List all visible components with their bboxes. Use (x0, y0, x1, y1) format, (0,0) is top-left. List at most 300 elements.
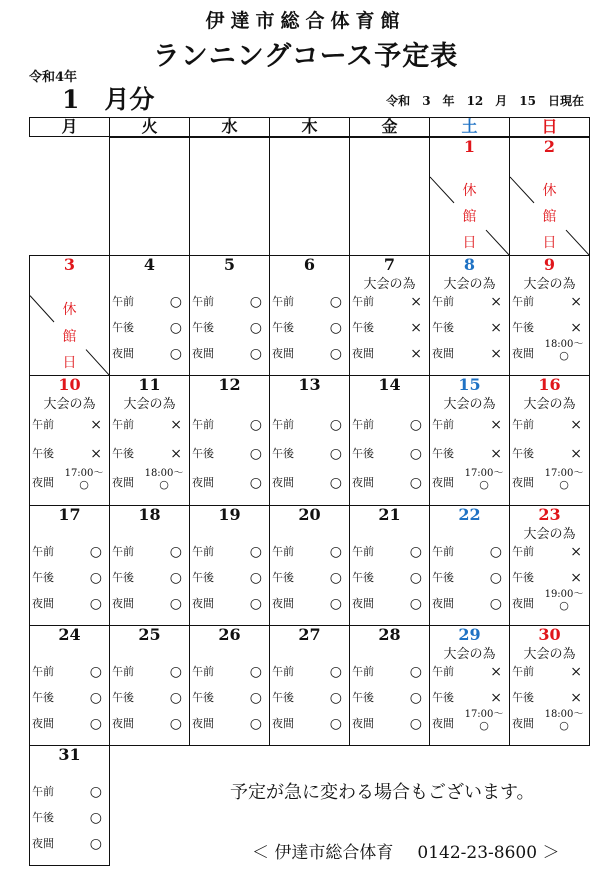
available-mark: ○ (169, 663, 182, 680)
closed-day-label: 日 (462, 235, 477, 252)
slot-label: 午前 (32, 544, 54, 558)
slot-label: 夜間 (352, 475, 374, 489)
available-mark: ○ (329, 474, 342, 491)
slot-label: 夜間 (352, 597, 374, 611)
day-number: 22 (458, 505, 481, 524)
unavailable-mark: × (490, 446, 502, 462)
day-number: 6 (303, 255, 316, 274)
available-mark: ○ (79, 477, 89, 491)
available-from-time: 18:00～ ○ (542, 709, 586, 731)
closed-day-label: 休 (62, 302, 77, 319)
unavailable-mark: × (410, 320, 422, 336)
slot-label: 午前 (112, 294, 134, 308)
slot-label: 夜間 (352, 717, 374, 731)
slot-label: 夜間 (512, 717, 534, 731)
day-number: 31 (58, 745, 81, 764)
slot-label: 午前 (512, 664, 534, 678)
available-mark: ○ (89, 836, 102, 853)
slot-label: 午後 (352, 691, 374, 704)
closed-day-label: 館 (542, 209, 557, 226)
available-mark: ○ (249, 417, 262, 434)
day-number: 23 (538, 505, 561, 524)
unavailable-mark: × (410, 346, 422, 363)
slot-label: 午前 (192, 544, 214, 558)
slot-label: 午後 (272, 321, 294, 334)
day-number: 7 (383, 255, 396, 274)
time-slot-pm (432, 319, 506, 337)
available-mark: ○ (409, 543, 422, 560)
slot-label: 午後 (512, 321, 534, 334)
available-mark: ○ (409, 474, 422, 491)
slot-label: 午後 (32, 811, 54, 824)
weekday-header: 金 (349, 117, 430, 137)
slot-label: 夜間 (512, 597, 534, 611)
available-mark: ○ (329, 690, 342, 706)
available-mark: ○ (409, 596, 422, 613)
available-mark: ○ (169, 596, 182, 613)
slot-label: 午前 (192, 418, 214, 432)
time-slot-pm (512, 569, 586, 587)
available-mark: ○ (89, 663, 102, 680)
slot-label: 午前 (272, 294, 294, 308)
time-slot-pm (512, 445, 586, 463)
available-mark: ○ (249, 570, 262, 586)
slot-label: 午前 (272, 418, 294, 432)
day-cell (429, 375, 510, 506)
day-cell (269, 255, 350, 376)
time-slot-am (272, 663, 346, 681)
time-slot-am (352, 293, 426, 311)
available-mark: ○ (409, 716, 422, 733)
time-slot-am (112, 663, 186, 681)
time-slot-am (352, 416, 426, 434)
time-slot-am (432, 416, 506, 434)
time-slot-pm (512, 689, 586, 707)
unavailable-mark: × (570, 570, 582, 586)
time-slot-am (32, 416, 106, 434)
weekday-header: 月 (29, 117, 110, 137)
unavailable-mark: × (490, 690, 502, 706)
day-cell (29, 505, 110, 626)
available-mark: ○ (169, 543, 182, 560)
unavailable-mark: × (490, 663, 502, 680)
time-slot-night (352, 474, 426, 492)
day-cell (109, 255, 190, 376)
slot-label: 午後 (112, 691, 134, 704)
time-slot-pm (192, 319, 266, 337)
time-slot-night (272, 345, 346, 363)
slot-label: 午前 (192, 664, 214, 678)
day-cell (509, 375, 590, 506)
unavailable-mark: × (170, 417, 182, 434)
available-mark: ○ (329, 346, 342, 363)
day-cell (29, 375, 110, 506)
day-cell (429, 255, 510, 376)
day-cell (29, 745, 110, 866)
weekday-header: 水 (189, 117, 270, 137)
time-slot-am (112, 416, 186, 434)
slot-label: 午後 (432, 571, 454, 584)
time-slot-pm (352, 689, 426, 707)
time-slot-am (32, 663, 106, 681)
slot-label: 午前 (432, 294, 454, 308)
time-slot-am (432, 663, 506, 681)
organization-name: 伊達市総合体育館 (205, 10, 406, 32)
time-slot-night (192, 715, 266, 733)
time-slot-pm (112, 569, 186, 587)
schedule-change-notice: 予定が急に変わる場合もございます。 (230, 782, 535, 803)
empty-day-cell (349, 137, 430, 256)
era-year: 令和4年 (29, 70, 78, 85)
time-slot-pm (192, 689, 266, 707)
time-slot-pm (192, 445, 266, 463)
available-mark: ○ (329, 716, 342, 733)
time-slot-pm (112, 445, 186, 463)
slot-label: 午前 (272, 544, 294, 558)
slot-label: 午後 (352, 571, 374, 584)
available-mark: ○ (409, 690, 422, 706)
available-mark: ○ (329, 293, 342, 310)
time-slot-am (432, 543, 506, 561)
as-of-date: 令和 3 年 12 月 15 日現在 (386, 94, 584, 108)
slot-label: 午後 (112, 571, 134, 584)
day-number: 16 (538, 375, 561, 394)
time-slot-night (512, 589, 586, 613)
time-slot-night (512, 339, 586, 363)
available-mark: ○ (409, 663, 422, 680)
slot-label: 午前 (432, 664, 454, 678)
available-mark: ○ (89, 570, 102, 586)
slot-label: 夜間 (432, 597, 454, 611)
slot-label: 午前 (352, 294, 374, 308)
slot-label: 午前 (32, 784, 54, 798)
closure-reason-note: 大会の為 (123, 397, 176, 412)
time-slot-night (432, 595, 506, 613)
slot-label: 午後 (32, 447, 54, 460)
weekday-header: 土 (429, 117, 510, 137)
slot-label: 午前 (32, 664, 54, 678)
available-mark: ○ (89, 690, 102, 706)
slot-label: 午後 (272, 447, 294, 460)
day-cell (509, 137, 590, 256)
time-slot-am (272, 416, 346, 434)
slot-label: 夜間 (112, 475, 134, 489)
day-cell (429, 625, 510, 746)
day-cell (269, 505, 350, 626)
slot-label: 午前 (432, 418, 454, 432)
time-slot-pm (272, 319, 346, 337)
time-slot-pm (32, 809, 106, 827)
day-cell (109, 505, 190, 626)
slot-label: 夜間 (32, 475, 54, 489)
unavailable-mark: × (570, 543, 582, 560)
day-cell (189, 375, 270, 506)
day-number: 9 (543, 255, 556, 274)
time-slot-pm (512, 319, 586, 337)
time-slot-am (352, 543, 426, 561)
day-number: 27 (298, 625, 321, 644)
available-mark: ○ (249, 320, 262, 336)
day-number: 20 (298, 505, 321, 524)
day-number: 26 (218, 625, 241, 644)
day-number: 18 (138, 505, 161, 524)
slot-label: 午後 (192, 321, 214, 334)
closure-reason-note: 大会の為 (523, 527, 576, 542)
slot-label: 午後 (192, 447, 214, 460)
available-mark: ○ (329, 446, 342, 462)
day-cell (29, 255, 110, 376)
time-slot-night (192, 345, 266, 363)
slot-label: 午前 (352, 664, 374, 678)
closed-day-label: 休 (542, 183, 557, 200)
slot-label: 午前 (512, 418, 534, 432)
day-cell (349, 375, 430, 506)
available-mark: ○ (409, 417, 422, 434)
time-slot-pm (112, 319, 186, 337)
weekday-header: 火 (109, 117, 190, 137)
time-slot-am (272, 543, 346, 561)
available-mark: ○ (169, 716, 182, 733)
contact-org: ＜ 伊達市総合体育 (252, 843, 394, 863)
contact-phone: 0142-23-8600 ＞ (417, 843, 560, 863)
slot-label: 午前 (32, 418, 54, 432)
unavailable-mark: × (570, 293, 582, 310)
empty-day-cell (189, 137, 270, 256)
day-cell (349, 625, 430, 746)
slot-label: 午前 (352, 418, 374, 432)
day-cell (189, 255, 270, 376)
unavailable-mark: × (170, 446, 182, 462)
available-mark: ○ (89, 783, 102, 800)
available-mark: ○ (169, 690, 182, 706)
time-slot-night (112, 467, 186, 492)
slot-label: 午前 (272, 664, 294, 678)
time-slot-pm (272, 445, 346, 463)
time-slot-night (112, 715, 186, 733)
closure-reason-note: 大会の為 (523, 277, 576, 292)
time-slot-am (192, 663, 266, 681)
day-cell (509, 505, 590, 626)
day-cell (349, 255, 430, 376)
slot-label: 夜間 (272, 597, 294, 611)
day-number: 30 (538, 625, 561, 644)
unavailable-mark: × (410, 293, 422, 310)
unavailable-mark: × (570, 417, 582, 434)
slot-label: 午後 (32, 571, 54, 584)
available-mark: ○ (329, 320, 342, 336)
time-slot-pm (352, 445, 426, 463)
available-mark: ○ (479, 477, 489, 491)
slot-label: 午前 (432, 544, 454, 558)
time-slot-pm (32, 689, 106, 707)
available-from-time: 17:00～ ○ (462, 468, 506, 490)
day-number: 29 (458, 625, 481, 644)
weekday-header: 日 (509, 117, 590, 137)
available-mark: ○ (329, 596, 342, 613)
time-slot-pm (272, 569, 346, 587)
day-number: 14 (378, 375, 401, 394)
unavailable-mark: × (570, 446, 582, 462)
available-mark: ○ (409, 446, 422, 462)
slot-label: 夜間 (272, 475, 294, 489)
available-from-time: 18:00～ ○ (542, 339, 586, 361)
time-slot-am (512, 293, 586, 311)
page-title: ランニングコース予定表 (152, 41, 459, 72)
available-from-time: 17:00～ ○ (462, 709, 506, 731)
time-slot-night (432, 345, 506, 363)
available-mark: ○ (169, 293, 182, 310)
available-mark: ○ (479, 719, 489, 733)
slot-label: 夜間 (32, 597, 54, 611)
closure-reason-note: 大会の為 (43, 397, 96, 412)
slot-label: 午後 (112, 447, 134, 460)
available-mark: ○ (559, 349, 569, 363)
time-slot-night (32, 595, 106, 613)
slot-label: 午後 (32, 691, 54, 704)
available-from-time: 19:00～ ○ (542, 589, 586, 611)
slot-label: 午前 (512, 294, 534, 308)
available-mark: ○ (559, 719, 569, 733)
slot-label: 夜間 (192, 347, 214, 361)
available-mark: ○ (249, 446, 262, 462)
available-mark: ○ (89, 810, 102, 826)
available-from-time: 17:00～ ○ (62, 468, 106, 490)
available-from-time: 17:00～ ○ (542, 468, 586, 490)
day-number: 1 (463, 137, 476, 156)
slot-label: 夜間 (352, 347, 374, 361)
time-slot-pm (192, 569, 266, 587)
time-slot-night (352, 715, 426, 733)
time-slot-am (112, 293, 186, 311)
day-cell (109, 375, 190, 506)
available-mark: ○ (249, 543, 262, 560)
slot-label: 午前 (112, 544, 134, 558)
day-number: 19 (218, 505, 241, 524)
closure-reason-note: 大会の為 (523, 397, 576, 412)
closed-day-label: 日 (542, 235, 557, 252)
slot-label: 午後 (352, 447, 374, 460)
time-slot-pm (352, 569, 426, 587)
day-number: 4 (143, 255, 156, 274)
time-slot-am (512, 663, 586, 681)
available-mark: ○ (89, 543, 102, 560)
time-slot-am (192, 293, 266, 311)
day-cell (509, 625, 590, 746)
day-cell (189, 505, 270, 626)
time-slot-night (112, 595, 186, 613)
slot-label: 午後 (352, 321, 374, 334)
closed-day-label: 館 (462, 209, 477, 226)
available-mark: ○ (489, 543, 502, 560)
closed-day-label: 休 (462, 183, 477, 200)
slot-label: 午前 (112, 664, 134, 678)
available-from-time: 18:00～ ○ (142, 468, 186, 490)
available-mark: ○ (249, 716, 262, 733)
time-slot-pm (432, 445, 506, 463)
slot-label: 午後 (272, 691, 294, 704)
available-mark: ○ (489, 596, 502, 613)
time-slot-am (512, 416, 586, 434)
available-mark: ○ (329, 417, 342, 434)
contact-info (252, 838, 559, 863)
time-slot-pm (112, 689, 186, 707)
available-mark: ○ (559, 599, 569, 613)
closure-reason-note: 大会の為 (523, 647, 576, 662)
day-number: 13 (298, 375, 321, 394)
slot-label: 夜間 (192, 475, 214, 489)
day-number: 12 (218, 375, 241, 394)
slot-label: 夜間 (192, 597, 214, 611)
available-mark: ○ (249, 474, 262, 491)
day-cell (29, 625, 110, 746)
time-slot-pm (432, 689, 506, 707)
time-slot-night (192, 474, 266, 492)
slot-label: 午前 (112, 418, 134, 432)
unavailable-mark: × (570, 690, 582, 706)
available-mark: ○ (329, 663, 342, 680)
slot-label: 夜間 (512, 475, 534, 489)
slot-label: 午前 (192, 294, 214, 308)
time-slot-am (512, 543, 586, 561)
time-slot-am (272, 293, 346, 311)
slot-label: 夜間 (272, 717, 294, 731)
day-cell (269, 375, 350, 506)
unavailable-mark: × (490, 320, 502, 336)
day-number: 15 (458, 375, 481, 394)
slot-label: 夜間 (512, 347, 534, 361)
slot-label: 夜間 (192, 717, 214, 731)
available-mark: ○ (249, 596, 262, 613)
slot-label: 夜間 (32, 837, 54, 851)
slot-label: 午前 (352, 544, 374, 558)
day-cell (269, 625, 350, 746)
slot-label: 夜間 (32, 717, 54, 731)
time-slot-am (192, 543, 266, 561)
closed-day-label: 館 (62, 328, 77, 345)
time-slot-am (192, 416, 266, 434)
day-number: 24 (58, 625, 81, 644)
available-mark: ○ (169, 346, 182, 363)
month-label: 1 月分 (62, 85, 155, 114)
day-cell (109, 625, 190, 746)
time-slot-night (272, 595, 346, 613)
available-mark: ○ (559, 477, 569, 491)
time-slot-pm (272, 689, 346, 707)
time-slot-am (432, 293, 506, 311)
unavailable-mark: × (490, 293, 502, 310)
day-number: 3 (63, 255, 76, 274)
slot-label: 午後 (432, 447, 454, 460)
available-mark: ○ (249, 293, 262, 310)
empty-day-cell (269, 137, 350, 256)
slot-label: 午後 (512, 691, 534, 704)
day-number: 25 (138, 625, 161, 644)
time-slot-night (32, 715, 106, 733)
slot-label: 夜間 (432, 347, 454, 361)
time-slot-night (432, 467, 506, 492)
available-mark: ○ (249, 663, 262, 680)
available-mark: ○ (329, 570, 342, 586)
slot-label: 午後 (192, 691, 214, 704)
available-mark: ○ (169, 320, 182, 336)
slot-label: 夜間 (272, 347, 294, 361)
day-cell (509, 255, 590, 376)
available-mark: ○ (249, 690, 262, 706)
slot-label: 午後 (272, 571, 294, 584)
time-slot-night (112, 345, 186, 363)
slot-label: 午後 (512, 447, 534, 460)
slot-label: 夜間 (432, 717, 454, 731)
